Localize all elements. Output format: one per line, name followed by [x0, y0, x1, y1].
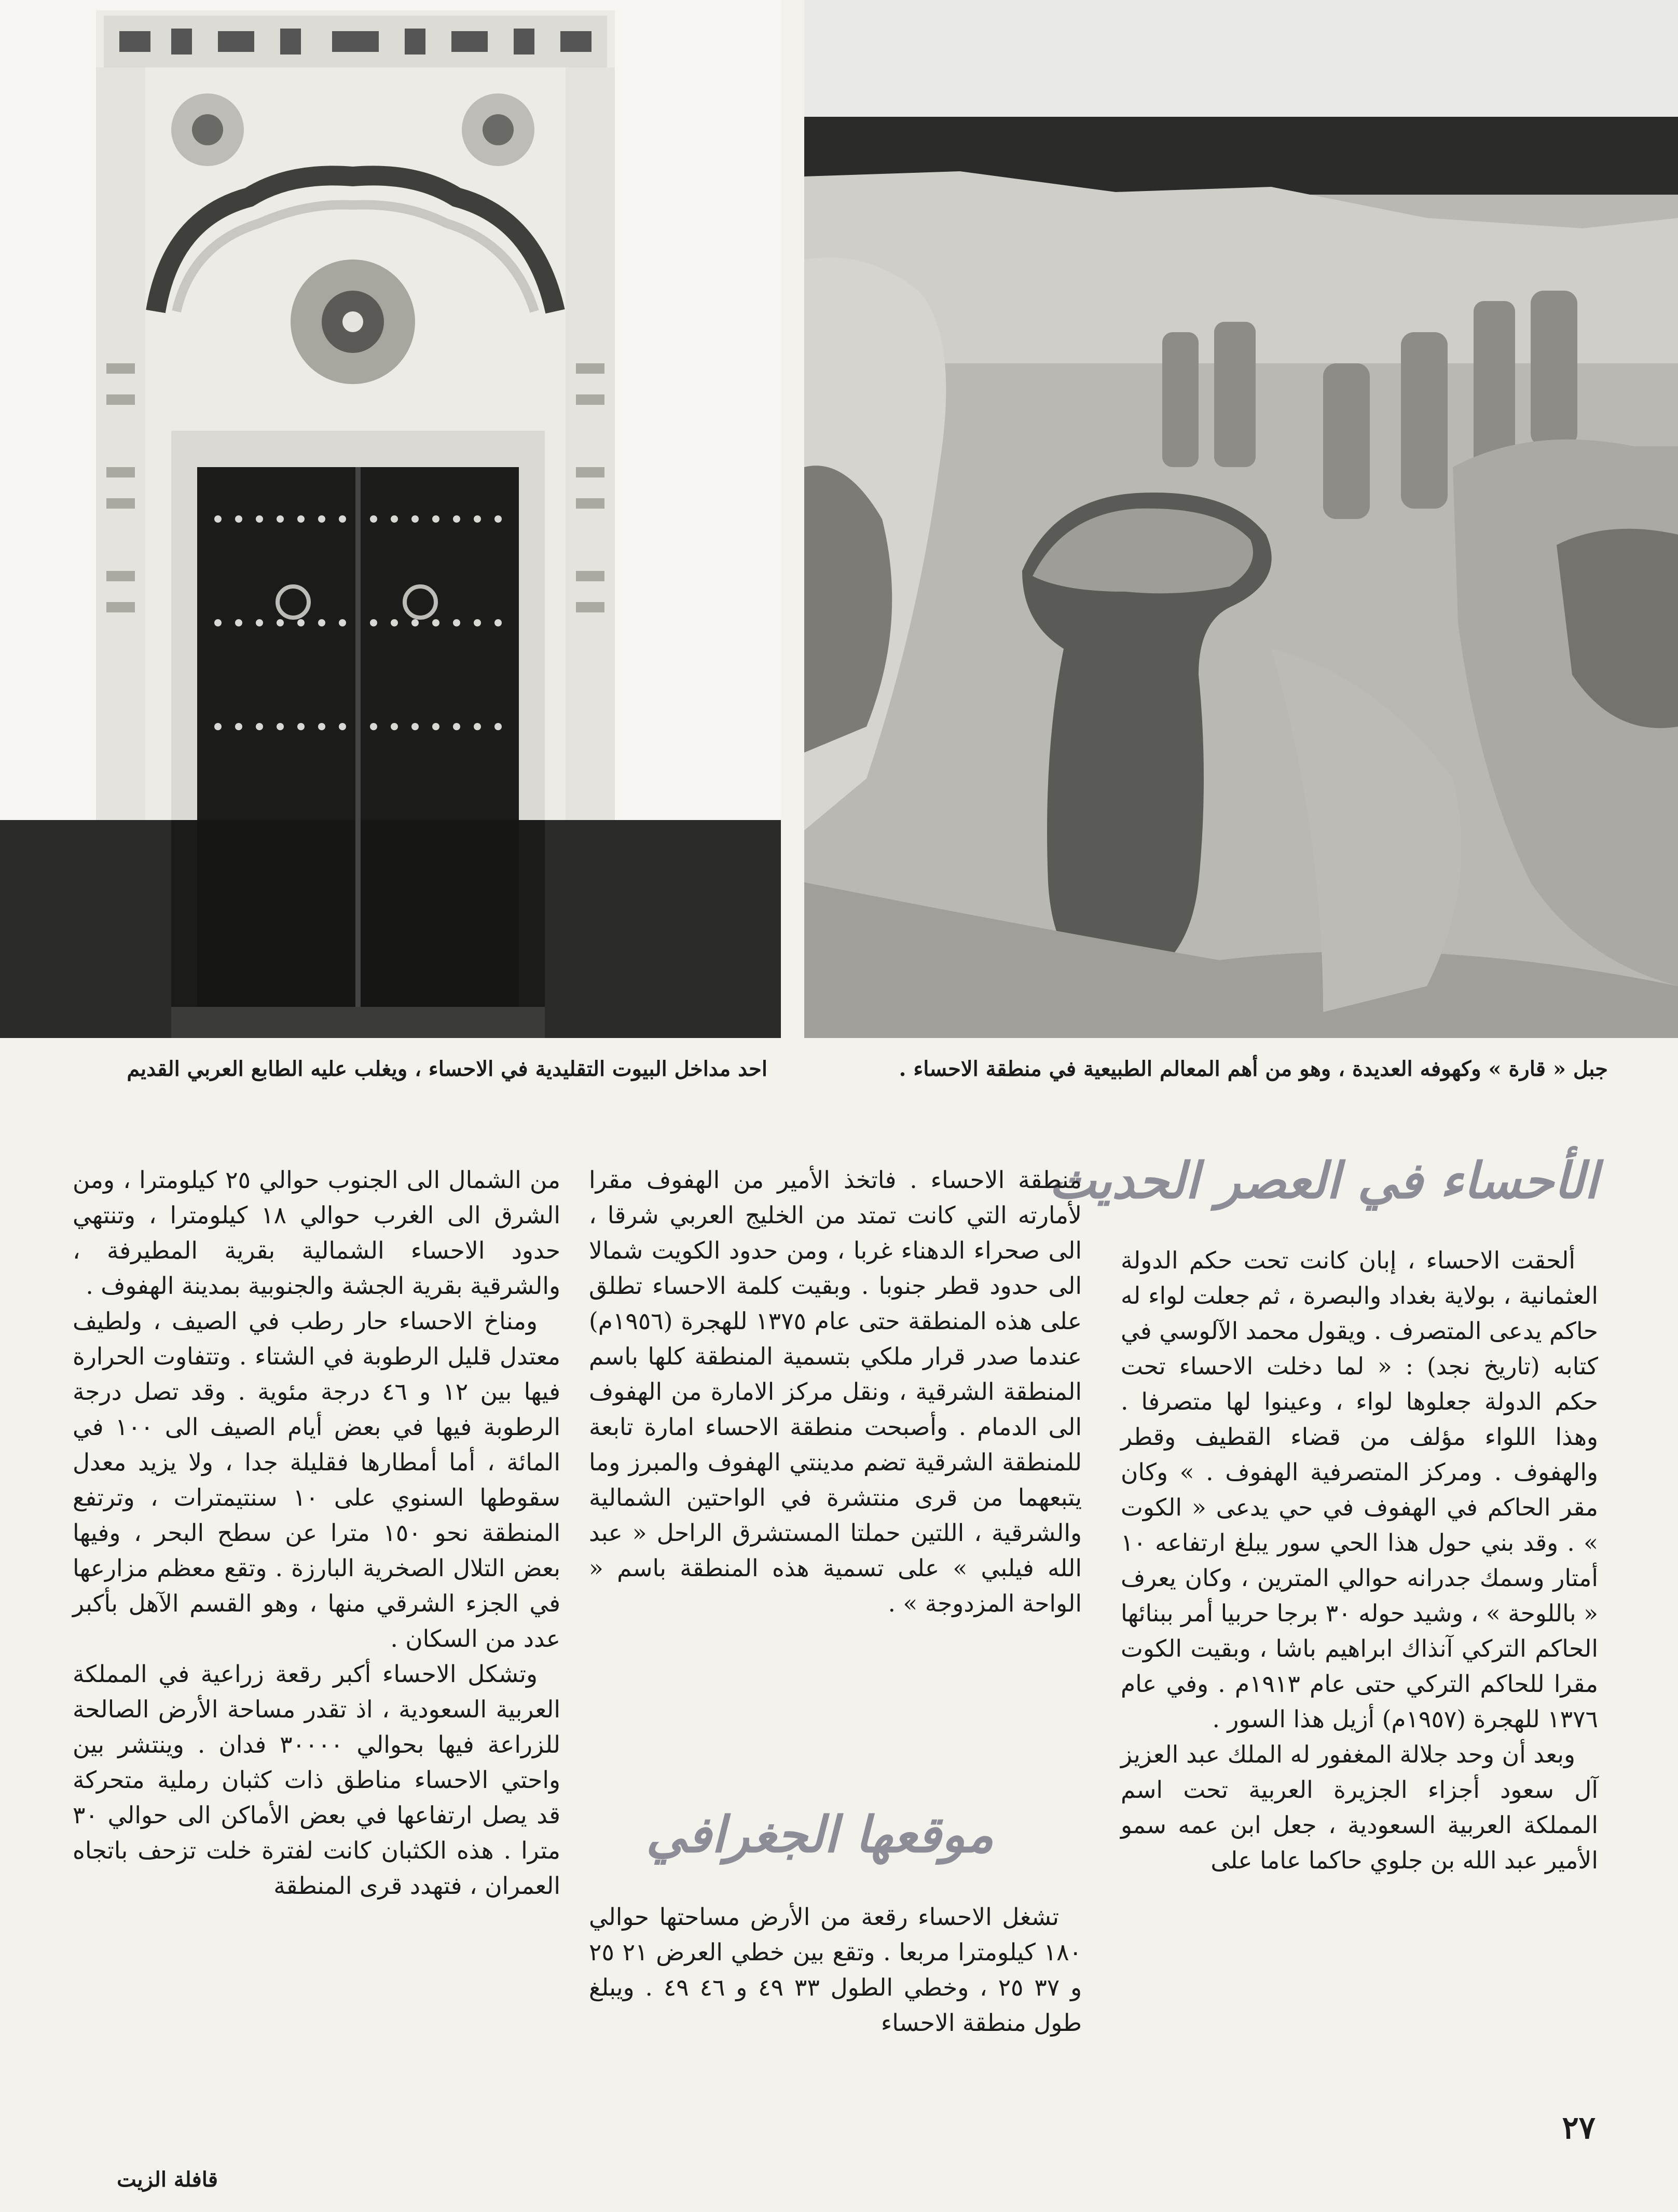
- paragraph: وتشكل الاحساء أكبر رقعة زراعية في المملكة العربية السعودية ، اذ تقدر مساحة الأرض الصالحة للزراعة فيها بحوالي ٣٠٠٠٠ فدان . وينتشر بين واحتي الاحساء مناطق ذات كثبان رملية متحركة قد يصل ارتفاعها في بعض الأماكن الى حوالي ٣٠ مترا . هذه الكثبان كانت لفترة خلت تزحف باتجاه العمران ، فتهدد قرى المنطقة: [73, 1660, 560, 1900]
- text-column-right: [1121, 1243, 1598, 2073]
- caption-qara-mountain: جبل « قارة » وكهوفه العديدة ، وهو من أهم المعالم الطبيعية في منطقة الاحساء .: [899, 1057, 1608, 1081]
- paragraph: تشغل الاحساء رقعة من الأرض مساحتها حوالي ١٨٠ كيلومترا مربعا . وتقع بين خطي العرض ٢١ ٢٥ و ٣٧ ٢٥ ، وخطي الطول ٣٣ ٤٩ و ٤٦ ٤٩ . ويبلغ طول منطقة الاحساء: [589, 1903, 1082, 2037]
- heading-modern-era: الأحساء في العصر الحديث: [1049, 1151, 1598, 1210]
- photo-qara-mountain: [804, 0, 1678, 1038]
- paragraph: منطقة الاحساء . فاتخذ الأمير من الهفوف مقرا لأمارته التي كانت تمتد من الخليج العربي شرقا ، الى صحراء الدهناء غربا ، ومن حدود الكويت شمالا الى حدود قطر جنوبا . وبقيت كلمة الاحساء تطلق على هذه المنطقة حتى عام ١٣٧٥ للهجرة (١٩٥٦م) عندما صدر قرار ملكي بتسمية المنطقة كلها باسم المنطقة الشرقية ، ونقل مركز الامارة من الهفوف الى الدمام . وأصبحت منطقة الاحساء امارة تابعة للمنطقة الشرقية تضم مدينتي الهفوف والمبرز وما يتبعهما من قرى منتشرة في الواحتين الشمالية والشرقية ، اللتين حملتا المستشرق الراحل « عبد الله فيلبي » على تسمية هذه المنطقة باسم « الواحة المزدوجة » .: [589, 1166, 1082, 1617]
- caption-traditional-doorway: احد مداخل البيوت التقليدية في الاحساء ، ويغلب عليه الطابع العربي القديم: [127, 1057, 767, 1081]
- paragraph: وبعد أن وحد جلالة المغفور له الملك عبد العزيز آل سعود أجزاء الجزيرة العربية تحت اسم المملكة العربية السعودية ، جعل ابن عمه سمو الأمير عبد الله بن جلوي حاكما عاما على: [1121, 1741, 1598, 1874]
- text-column-middle-top: [589, 1163, 1082, 1785]
- photo-traditional-doorway: [0, 0, 781, 1038]
- paragraph: ألحقت الاحساء ، إبان كانت تحت حكم الدولة العثمانية ، بولاية بغداد والبصرة ، ثم جعلت لواء له حاكم يدعى المتصرف . ويقول محمد الآلوسي في كتابه (تاريخ نجد) : « لما دخلت الاحساء تحت حكم الدولة جعلوها لواء ، وعينوا لها متصرفا . وهذا اللواء مؤلف من قضاء القطيف وقطر والهفوف . ومركز المتصرفية الهفوف . » وكان مقر الحاكم في الهفوف في حي يدعى « الكوت » . وقد بني حول هذا الحي سور يبلغ ارتفاعه ١٠ أمتار وسمك جدرانه حوالي المترين ، وكان يعرف « باللوحة » ، وشيد حوله ٣٠ برجا حربيا أمر ببنائها الحاكم التركي آنذاك ابراهيم باشا ، وبقيت الكوت مقرا للحاكم التركي حتى عام ١٩١٣م . وفي عام ١٣٧٦ للهجرة (١٩٥٧م) أزيل هذا السور .: [1121, 1247, 1598, 1733]
- magazine-name: قافلة الزيت: [117, 2167, 218, 2192]
- paragraph: ومناخ الاحساء حار رطب في الصيف ، ولطيف معتدل قليل الرطوبة في الشتاء . وتتفاوت الحرارة فيها بين ١٢ و ٤٦ درجة مئوية . وقد تصل درجة الرطوبة فيها في بعض أيام الصيف الى ١٠٠ في المائة ، أما أمطارها فقليلة جدا ، ولا يزيد معدل سقوطها السنوي على ١٠ سنتيمترات ، وترتفع المنطقة نحو ١٥٠ مترا عن سطح البحر ، وفيها بعض التلال الصخرية البارزة . وتقع معظم مزارعها في الجزء الشرقي منها ، وهو القسم الآهل بأكبر عدد من السكان .: [73, 1307, 560, 1653]
- text-column-left: [73, 1163, 560, 2076]
- paragraph: من الشمال الى الجنوب حوالي ٢٥ كيلومترا ، ومن الشرق الى الغرب حوالي ١٨ كيلومترا ، وتنتهي حدود الاحساء الشمالية بقرية المطيرفة ، والشرقية بقرية الجشة والجنوبية بمدينة الهفوف .: [73, 1166, 560, 1300]
- text-column-middle-bottom: [589, 1900, 1082, 2076]
- heading-geographic-location: موقعها الجغرافي: [646, 1805, 994, 1864]
- page-number: ٢٧: [1562, 2110, 1596, 2146]
